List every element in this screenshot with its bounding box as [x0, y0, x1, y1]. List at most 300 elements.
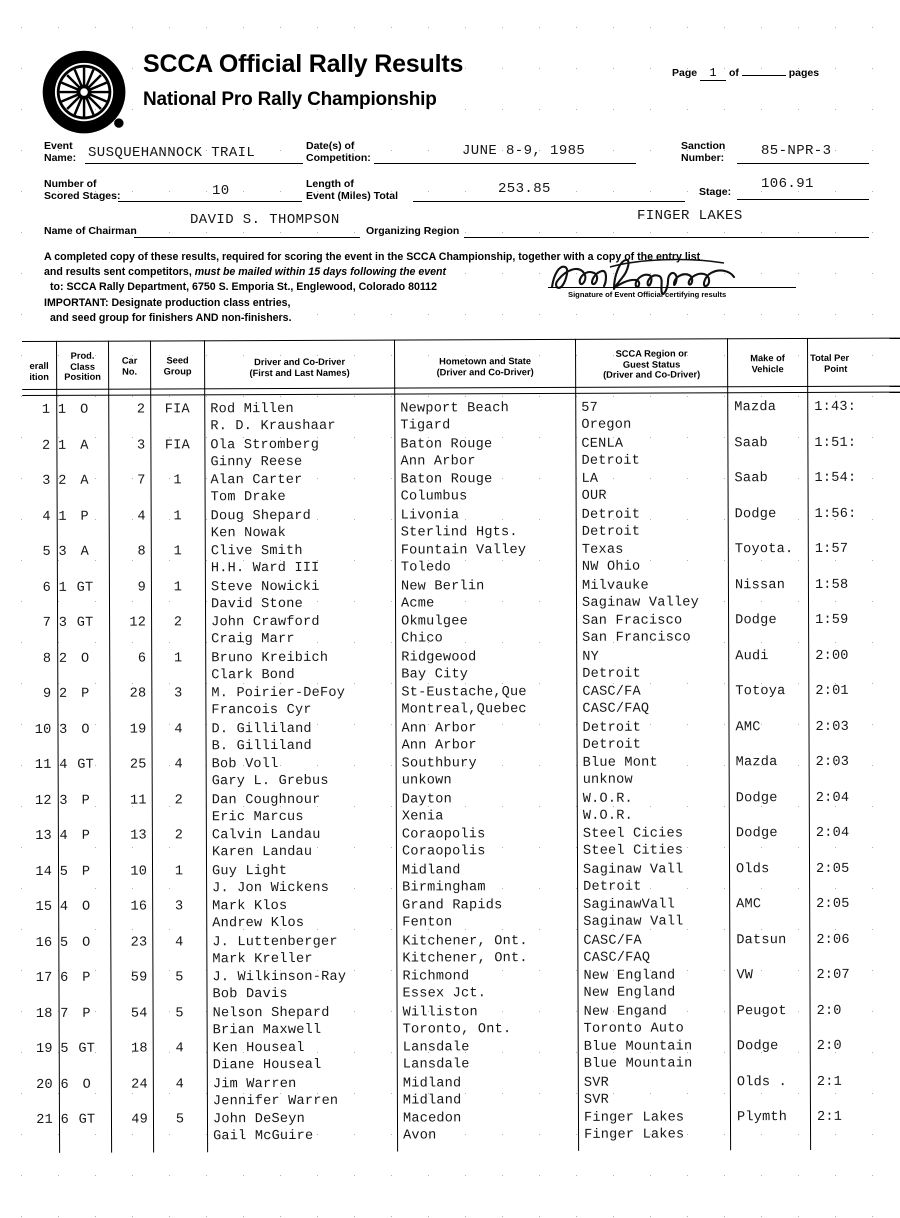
- cell-codriver-region: SVR: [583, 1092, 610, 1108]
- cell-car-no: 11: [130, 793, 147, 809]
- cell-car-no: 4: [137, 509, 146, 525]
- cell-codriver-region: Detroit: [582, 737, 642, 753]
- col-header-prod-class-line3: Position: [64, 371, 101, 383]
- event-name-label-line2: Name:: [44, 151, 77, 164]
- signature-rule: [548, 287, 796, 288]
- cell-driver-name: Ken Houseal: [212, 1040, 305, 1057]
- cell-codriver-name: Gary L. Grebus: [211, 773, 329, 790]
- cell-car-no: 9: [137, 580, 146, 596]
- cell-class-position: 3: [58, 615, 68, 631]
- cell-make-of-vehicle: Olds: [736, 861, 770, 877]
- cell-class-position: 6: [60, 970, 69, 986]
- cell-prod-class: O: [81, 651, 90, 667]
- cell-driver-hometown: Lansdale: [402, 1040, 470, 1056]
- instructions-line-5: and seed group for finishers AND non-finishers.: [50, 311, 292, 324]
- cell-make-of-vehicle: AMC: [735, 719, 761, 735]
- cell-driver-name: John DeSeyn: [212, 1111, 305, 1128]
- cell-overall-position: 11: [34, 757, 52, 773]
- cell-driver-region: Blue Mountain: [583, 1039, 693, 1055]
- cell-class-position: 2: [58, 651, 68, 667]
- table-top-border: [22, 338, 900, 342]
- region-rule: [464, 237, 869, 238]
- col-header-car-no: [109, 356, 150, 377]
- col-header-points-line2: Point: [824, 363, 848, 374]
- cell-total-points: 1:58: [814, 577, 849, 593]
- cell-codriver-name: Craig Marr: [211, 631, 295, 648]
- signature-caption: Signature of Event Official certifying results: [568, 290, 727, 299]
- cell-prod-class: P: [81, 828, 91, 844]
- dates-label-line1: Date(s) of: [306, 140, 355, 152]
- stage-label: Stage:: [699, 186, 732, 198]
- col-header-region: [576, 348, 727, 380]
- cell-overall-position: 16: [35, 935, 53, 951]
- cell-driver-hometown: Okmulgee: [401, 614, 468, 630]
- length-total-value: 253.85: [498, 181, 551, 197]
- cell-driver-region: SVR: [583, 1075, 609, 1091]
- cell-make-of-vehicle: Dodge: [736, 1039, 779, 1055]
- cell-codriver-hometown: Lansdale: [402, 1057, 470, 1073]
- cell-make-of-vehicle: Dodge: [735, 790, 778, 806]
- cell-class-position: 7: [60, 1006, 69, 1022]
- cell-car-no: 54: [130, 1006, 148, 1022]
- cell-prod-class: A: [80, 438, 89, 454]
- cell-prod-class: GT: [76, 615, 94, 631]
- cell-codriver-region: OUR: [581, 488, 607, 504]
- cell-overall-position: 13: [35, 828, 52, 844]
- cell-codriver-hometown: Fenton: [402, 915, 453, 931]
- cell-prod-class: GT: [76, 580, 94, 596]
- page-title: SCCA Official Rally Results: [143, 50, 464, 78]
- cell-codriver-name: Jennifer Warren: [212, 1093, 339, 1109]
- col-header-prod-class-line1: Prod.: [70, 350, 95, 361]
- page-number-value: 1: [700, 66, 726, 81]
- cell-seed-group: 1: [173, 508, 182, 524]
- cell-codriver-hometown: Toronto, Ont.: [402, 1021, 512, 1038]
- cell-car-no: 19: [129, 722, 147, 738]
- sanction-rule: [737, 163, 869, 164]
- event-name-value: SUSQUEHANNOCK TRAIL: [88, 145, 256, 161]
- cell-driver-hometown: Southbury: [401, 756, 477, 772]
- cell-driver-name: Clive Smith: [210, 543, 303, 560]
- cell-driver-hometown: Baton Rouge: [400, 436, 493, 453]
- cell-prod-class: O: [82, 1077, 92, 1093]
- cell-codriver-region: Detroit: [581, 524, 641, 540]
- cell-codriver-region: Detroit: [583, 879, 642, 895]
- col-header-hometown: [395, 356, 575, 378]
- cell-codriver-name: Eric Marcus: [211, 809, 304, 825]
- cell-driver-hometown: Midland: [402, 862, 461, 879]
- scored-stages-rule: [118, 201, 302, 202]
- col-sep-car-no: [150, 341, 154, 1153]
- cell-driver-region: Milvauke: [581, 578, 649, 594]
- cell-codriver-region: Oregon: [581, 417, 632, 433]
- cell-codriver-name: Clark Bond: [211, 667, 295, 683]
- cell-codriver-region: CASC/FAQ: [583, 950, 651, 966]
- cell-codriver-hometown: Acme: [400, 595, 435, 612]
- dates-label-line2: Competition:: [306, 151, 371, 164]
- length-label: [306, 179, 398, 202]
- cell-class-position: 3: [59, 793, 68, 809]
- cell-driver-hometown: Ridgewood: [401, 649, 477, 666]
- cell-make-of-vehicle: Nissan: [734, 577, 786, 593]
- length-total-rule: [413, 201, 685, 202]
- cell-codriver-name: David Stone: [210, 596, 303, 612]
- cell-make-of-vehicle: Plymth: [736, 1110, 788, 1126]
- cell-codriver-name: Francois Cyr: [211, 702, 312, 719]
- cell-driver-hometown: Kitchener, Ont.: [402, 933, 528, 950]
- cell-make-of-vehicle: Dodge: [735, 613, 777, 629]
- cell-driver-region: New Engand: [583, 1004, 668, 1020]
- cell-codriver-name: Ken Nowak: [210, 525, 286, 541]
- cell-make-of-vehicle: Dodge: [735, 826, 778, 842]
- cell-overall-position: 5: [42, 544, 51, 560]
- cell-total-points: 2:01: [815, 683, 849, 699]
- col-header-car-no-line1: Car: [121, 355, 138, 366]
- cell-codriver-hometown: Essex Jct.: [402, 986, 487, 1002]
- cell-make-of-vehicle: Saab: [734, 471, 769, 487]
- cell-driver-name: Ola Stromberg: [210, 437, 320, 453]
- cell-driver-name: John Crawford: [211, 614, 320, 631]
- cell-class-position: 6: [60, 1077, 69, 1093]
- cell-total-points: 1:43:: [814, 399, 857, 415]
- cell-codriver-name: B. Gilliland: [211, 738, 312, 754]
- chairman-rule: [134, 237, 360, 238]
- instructions-line-4: IMPORTANT: Designate production class entries,: [44, 296, 291, 309]
- cell-total-points: 1:59: [815, 612, 849, 628]
- length-label-line1: Length of: [306, 178, 354, 190]
- table-header-bottom-border: [22, 386, 900, 390]
- cell-codriver-region: Finger Lakes: [584, 1127, 685, 1143]
- col-sep-hometown: [575, 339, 579, 1151]
- cell-codriver-hometown: Avon: [403, 1128, 437, 1144]
- sanction-label: [681, 141, 725, 164]
- cell-codriver-region: NW Ohio: [581, 559, 641, 575]
- cell-total-points: 2:00: [815, 648, 849, 664]
- cell-driver-hometown: Fountain Valley: [400, 543, 527, 559]
- cell-car-no: 10: [130, 864, 148, 880]
- col-header-hometown-line1: Hometown and State: [439, 356, 532, 367]
- cell-seed-group: 2: [174, 792, 183, 808]
- cell-prod-class: P: [80, 509, 89, 525]
- cell-codriver-hometown: Coraopolis: [401, 844, 486, 860]
- cell-class-position: 1: [57, 402, 67, 418]
- cell-codriver-region: Detroit: [582, 666, 641, 682]
- cell-total-points: 2:0: [816, 1003, 842, 1019]
- cell-total-points: 2:06: [816, 932, 850, 948]
- sanction-label-line2: Number:: [681, 151, 725, 164]
- cell-driver-hometown: Grand Rapids: [402, 898, 503, 914]
- cell-prod-class: A: [80, 473, 89, 489]
- cell-seed-group: 2: [174, 828, 184, 844]
- cell-overall-position: 18: [35, 1006, 53, 1022]
- page-of-label: of: [728, 67, 739, 79]
- cell-driver-region: Texas: [581, 542, 624, 558]
- cell-prod-class: P: [82, 1006, 91, 1022]
- cell-make-of-vehicle: VW: [736, 968, 754, 984]
- cell-car-no: 8: [137, 544, 146, 560]
- col-sep-prod-class: [108, 341, 112, 1153]
- cell-make-of-vehicle: Datsun: [736, 932, 787, 948]
- cell-driver-region: CASC/FA: [583, 933, 642, 949]
- cell-codriver-hometown: Tigard: [400, 418, 451, 434]
- cell-car-no: 25: [129, 757, 147, 773]
- cell-car-no: 13: [130, 828, 147, 844]
- cell-class-position: 5: [59, 935, 69, 951]
- cell-make-of-vehicle: AMC: [736, 897, 762, 913]
- cell-seed-group: 1: [174, 863, 184, 879]
- cell-driver-hometown: Macedon: [402, 1111, 462, 1127]
- cell-seed-group: 5: [175, 1112, 185, 1128]
- cell-driver-name: Bruno Kreibich: [211, 650, 329, 666]
- cell-driver-region: CENLA: [581, 436, 624, 452]
- cell-seed-group: 4: [174, 721, 183, 737]
- cell-prod-class: O: [82, 935, 91, 951]
- cell-codriver-hometown: Ann Arbor: [400, 453, 476, 470]
- scored-stages-label-line1: Number of: [44, 178, 97, 190]
- cell-make-of-vehicle: Saab: [734, 435, 768, 451]
- cell-car-no: 59: [130, 970, 148, 986]
- cell-codriver-name: Bob Davis: [212, 986, 288, 1003]
- cell-seed-group: FIA: [164, 437, 190, 453]
- cell-driver-region: W.O.R.: [582, 791, 633, 807]
- instructions-line-3: to: SCCA Rally Department, 6750 S. Emporia St., Englewood, Colorado 80112: [50, 281, 437, 294]
- cell-seed-group: FIA: [164, 402, 190, 418]
- cell-driver-region: Blue Mont: [582, 755, 658, 771]
- col-header-driver: [205, 357, 394, 379]
- cell-make-of-vehicle: Olds .: [736, 1074, 788, 1090]
- cell-driver-name: Calvin Landau: [211, 827, 321, 844]
- cell-car-no: 24: [131, 1077, 148, 1093]
- cell-codriver-hometown: Chico: [401, 631, 443, 647]
- cell-driver-region: SaginawVall: [583, 897, 676, 913]
- col-header-seed-group-line2: Group: [163, 365, 192, 377]
- cell-seed-group: 1: [173, 473, 182, 489]
- cell-overall-position: 14: [35, 864, 53, 880]
- cell-seed-group: 3: [174, 686, 183, 702]
- cell-codriver-hometown: Midland: [402, 1092, 462, 1109]
- cell-codriver-name: Andrew Klos: [212, 915, 305, 932]
- cell-total-points: 1:56:: [814, 506, 857, 522]
- col-header-region-line2: Guest Status: [622, 359, 681, 370]
- cell-car-no: 28: [129, 686, 147, 702]
- col-sep-region: [727, 338, 731, 1150]
- cell-driver-region: CASC/FA: [582, 684, 641, 700]
- cell-codriver-region: New England: [583, 985, 676, 1001]
- chairman-label: Name of Chairman: [44, 225, 137, 237]
- cell-codriver-name: J. Jon Wickens: [212, 880, 330, 896]
- cell-driver-name: D. Gilliland: [211, 721, 312, 737]
- col-sep-overall: [56, 341, 60, 1153]
- cell-driver-region: Detroit: [581, 507, 641, 523]
- col-header-overall-line1: erall: [29, 360, 49, 371]
- cell-class-position: 4: [59, 757, 68, 773]
- cell-codriver-region: unknow: [582, 772, 633, 788]
- cell-overall-position: 20: [36, 1077, 53, 1093]
- cell-codriver-name: Ginny Reese: [210, 454, 303, 470]
- cell-driver-region: San Fracisco: [582, 613, 683, 629]
- col-header-seed-group-line1: Seed: [166, 355, 189, 366]
- cell-driver-hometown: Livonia: [400, 507, 460, 524]
- col-header-region-line1: SCCA Region or: [615, 348, 688, 359]
- cell-overall-position: 19: [35, 1041, 53, 1057]
- cell-prod-class: P: [81, 793, 90, 809]
- cell-overall-position: 21: [36, 1112, 54, 1128]
- cell-driver-region: NY: [582, 649, 599, 665]
- cell-seed-group: 4: [174, 757, 183, 773]
- cell-driver-hometown: St-Eustache,Que: [401, 685, 527, 701]
- cell-total-points: 2:07: [816, 967, 850, 983]
- cell-seed-group: 4: [175, 934, 184, 950]
- col-header-hometown-line2: (Driver and Co-Driver): [436, 366, 534, 378]
- col-header-make: [728, 353, 807, 374]
- cell-class-position: 1: [58, 438, 67, 454]
- cell-codriver-hometown: Montreal,Quebec: [401, 702, 527, 718]
- instructions-line-2a: and results sent competitors,: [44, 266, 195, 279]
- col-header-overall: [22, 361, 56, 382]
- cell-seed-group: 4: [175, 1041, 184, 1057]
- cell-total-points: 2:05: [816, 861, 850, 877]
- cell-driver-name: Doug Shepard: [210, 508, 311, 524]
- cell-codriver-hometown: Ann Arbor: [401, 737, 477, 754]
- chairman-value: DAVID S. THOMPSON: [190, 212, 340, 228]
- col-sep-driver: [394, 340, 398, 1152]
- col-header-make-line1: Make of: [750, 353, 785, 364]
- cell-driver-region: LA: [581, 471, 599, 487]
- cell-make-of-vehicle: Mazda: [735, 755, 778, 771]
- cell-car-no: 6: [137, 651, 147, 667]
- cell-seed-group: 1: [173, 544, 183, 560]
- cell-codriver-name: H.H. Ward III: [210, 560, 320, 577]
- col-header-overall-line2: ition: [29, 371, 49, 382]
- cell-driver-hometown: Newport Beach: [400, 401, 509, 417]
- cell-codriver-hometown: Bay City: [401, 666, 469, 683]
- cell-total-points: 2:04: [815, 790, 850, 806]
- scored-stages-label: [44, 179, 120, 202]
- cell-driver-name: M. Poirier-DeFoy: [211, 685, 346, 702]
- instructions-line-2b: must be mailed within 15 days following the event: [194, 266, 447, 279]
- cell-car-no: 2: [136, 402, 146, 418]
- cell-prod-class: A: [80, 544, 90, 560]
- cell-driver-name: Steve Nowicki: [210, 579, 320, 595]
- stage-rule: [737, 199, 869, 200]
- cell-driver-hometown: Dayton: [401, 791, 452, 808]
- cell-codriver-region: CASC/FAQ: [582, 701, 650, 717]
- cell-total-points: 2:04: [815, 825, 850, 841]
- cell-codriver-hometown: Toledo: [400, 560, 452, 576]
- page-number-field: [672, 66, 819, 81]
- pages-label: pages: [788, 67, 820, 79]
- cell-make-of-vehicle: Mazda: [734, 400, 777, 416]
- cell-overall-position: 1: [41, 402, 51, 418]
- cell-class-position: 5: [59, 864, 69, 880]
- length-label-line2: Event (Miles) Total: [306, 189, 398, 202]
- col-header-car-no-line2: No.: [122, 366, 138, 377]
- cell-class-position: 4: [59, 899, 69, 915]
- cell-car-no: 18: [130, 1041, 148, 1057]
- instructions-line-1: A completed copy of these results, required for scoring the event in the SCCA Championship, together with a copy of the entry list: [44, 251, 701, 263]
- cell-prod-class: O: [81, 722, 90, 738]
- pages-total-value: [742, 75, 786, 76]
- cell-codriver-region: Saginaw Valley: [581, 594, 700, 611]
- cell-driver-hometown: Richmond: [402, 969, 470, 985]
- cell-driver-region: Steel Cicies: [582, 826, 684, 842]
- cell-make-of-vehicle: Toyota.: [734, 542, 794, 558]
- cell-driver-name: Bob Voll: [211, 757, 279, 773]
- cell-driver-name: Dan Coughnour: [211, 792, 321, 808]
- col-sep-make: [807, 338, 811, 1150]
- cell-overall-position: 2: [42, 438, 51, 454]
- sanction-number-value: 85-NPR-3: [761, 143, 832, 159]
- cell-codriver-region: San Francisco: [582, 630, 691, 646]
- cell-total-points: 2:0: [816, 1038, 842, 1054]
- cell-codriver-name: Gail McGuire: [213, 1128, 314, 1145]
- cell-driver-name: Nelson Shepard: [212, 1005, 330, 1021]
- cell-prod-class: GT: [77, 757, 95, 773]
- cell-overall-position: 10: [34, 722, 52, 738]
- cell-class-position: 2: [58, 473, 67, 489]
- cell-driver-region: New England: [583, 968, 676, 984]
- cell-total-points: 2:1: [816, 1074, 842, 1090]
- col-header-make-line2: Vehicle: [751, 363, 784, 374]
- cell-class-position: 6: [60, 1112, 70, 1128]
- cell-seed-group: 4: [175, 1076, 185, 1092]
- cell-prod-class: O: [81, 899, 91, 915]
- cell-codriver-hometown: Kitchener, Ont.: [402, 950, 528, 967]
- cell-driver-region: Detroit: [582, 720, 642, 736]
- cell-driver-name: Jim Warren: [212, 1076, 297, 1092]
- cell-driver-hometown: Coraopolis: [401, 827, 486, 843]
- cell-class-position: 2: [58, 686, 68, 702]
- dates-rule: [374, 163, 636, 164]
- cell-codriver-region: W.O.R.: [582, 808, 634, 824]
- cell-overall-position: 8: [42, 651, 52, 667]
- cell-make-of-vehicle: Audi: [735, 648, 769, 664]
- cell-prod-class: P: [82, 970, 91, 986]
- dates-label: [306, 141, 371, 164]
- cell-codriver-region: Saginaw Vall: [583, 914, 684, 930]
- cell-driver-name: J. Luttenberger: [212, 934, 338, 950]
- col-header-prod-class: [57, 351, 108, 383]
- cell-car-no: 23: [130, 935, 148, 951]
- cell-codriver-region: Toronto Auto: [583, 1020, 684, 1037]
- instructions-line-2: [44, 265, 554, 280]
- cell-total-points: 2:1: [816, 1109, 843, 1125]
- cell-overall-position: 15: [35, 899, 53, 915]
- col-header-prod-class-line2: Class: [70, 361, 96, 372]
- cell-prod-class: P: [81, 686, 90, 702]
- cell-seed-group: 1: [174, 650, 183, 666]
- col-header-driver-line1: Driver and Co-Driver: [254, 356, 346, 368]
- cell-driver-region: 57: [581, 400, 599, 416]
- cell-driver-name: Alan Carter: [210, 472, 303, 489]
- scored-stages-value: 10: [212, 183, 230, 199]
- col-header-points: [810, 353, 900, 375]
- cell-overall-position: 9: [42, 686, 52, 702]
- cell-codriver-name: Mark Kreller: [212, 951, 313, 967]
- cell-driver-hometown: New Berlin: [400, 578, 485, 595]
- cell-overall-position: 12: [35, 793, 52, 809]
- cell-overall-position: 7: [42, 615, 52, 631]
- cell-overall-position: 17: [35, 970, 53, 986]
- cell-total-points: 1:51:: [814, 435, 857, 451]
- cell-codriver-name: Brian Maxwell: [212, 1022, 322, 1038]
- cell-codriver-hometown: Birmingham: [402, 879, 486, 896]
- cell-driver-hometown: Baton Rouge: [400, 472, 493, 488]
- table-header-bottom-border-2: [22, 392, 900, 396]
- cell-driver-region: Finger Lakes: [583, 1110, 685, 1126]
- col-sep-seed-group: [204, 340, 208, 1152]
- cell-prod-class: GT: [78, 1041, 96, 1057]
